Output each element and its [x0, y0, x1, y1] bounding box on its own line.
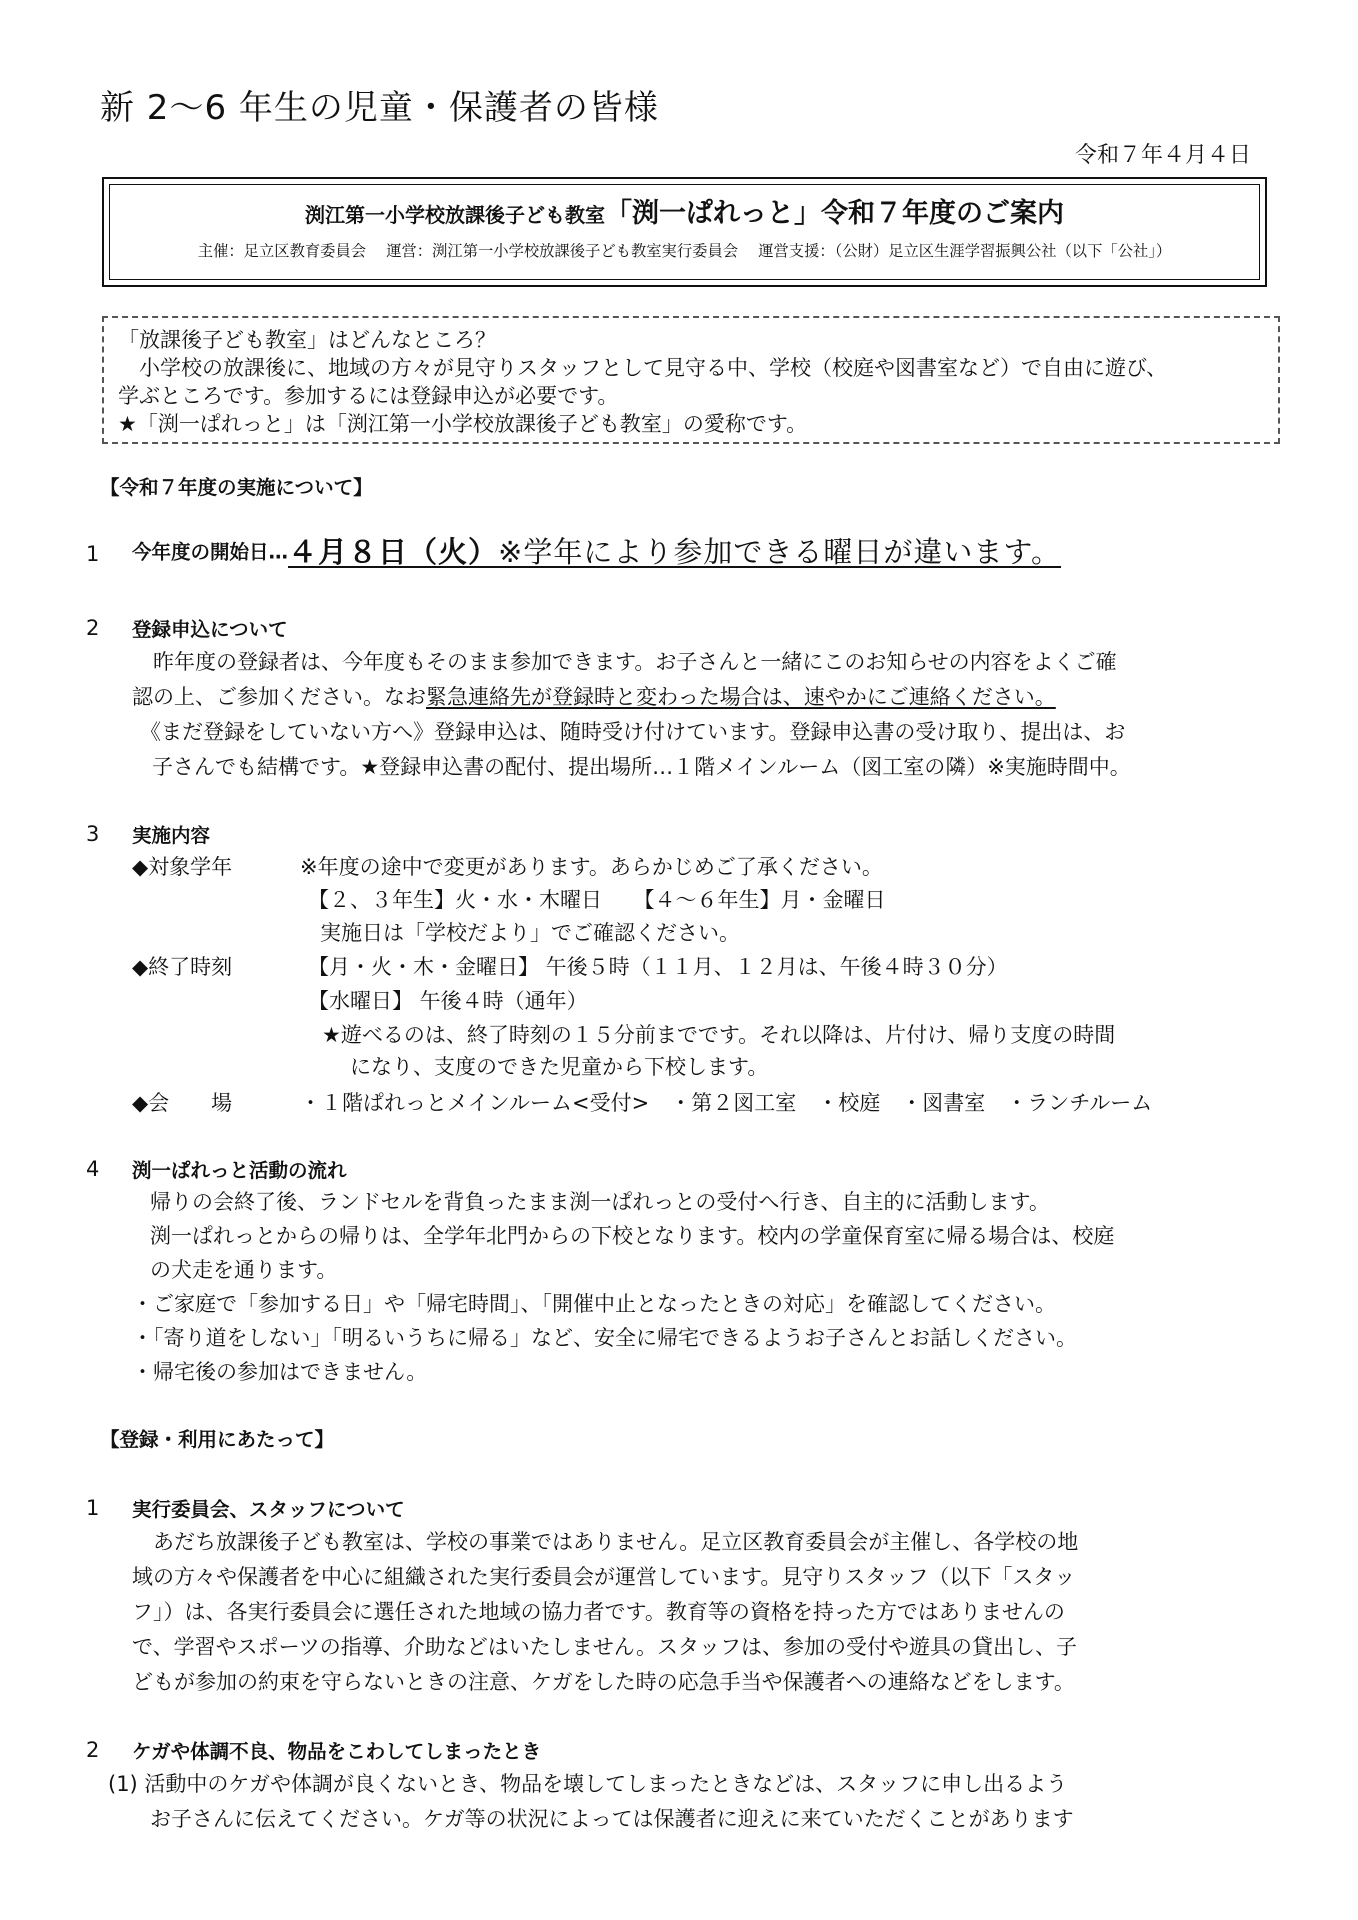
paragraph-line: の犬走を通ります。	[150, 1258, 338, 1282]
paragraph-line: 渕一ぱれっとからの帰りは、全学年北門からの下校となります。校内の学童保育室に帰る場合は、校庭	[150, 1224, 1115, 1248]
item-number: 1	[86, 1496, 100, 1520]
venue-list: ・１階ぱれっとメインルーム<受付> ・第２図工室 ・校庭 ・図書室 ・ランチルーム	[300, 1091, 1153, 1115]
grade-note: ※年度の途中で変更があります。あらかじめご了承ください。	[300, 855, 883, 879]
title-prefix: 渕江第一小学校放課後子ども教室	[305, 203, 605, 227]
sub-item-line: (1) 活動中のケガや体調が良くないとき、物品を壊してしまったときなどは、スタッフに申し出るよう	[108, 1772, 1068, 1796]
item-number: 1	[86, 542, 100, 566]
item-number: 2	[86, 616, 100, 640]
paragraph-line: 域の方々や保護者を中心に組織された実行委員会が運営しています。見守りスタッフ（以下「スタッ	[132, 1565, 1076, 1589]
paragraph-text: 認の上、ご参加ください。なお	[132, 685, 426, 709]
start-date-line	[132, 530, 1061, 570]
title-main-text: 「渕一ぱれっと」令和７年度のご案内	[605, 198, 1064, 229]
start-date-label: 今年度の開始日…	[132, 540, 289, 564]
emergency-contact-note: 緊急連絡先が登録時と変わった場合は、速やかにご連絡ください。	[426, 685, 1056, 709]
bullet-line: ・「寄り道をしない」「明るいうちに帰る」など、安全に帰宅できるようお子さんとお話しください。	[132, 1326, 1077, 1350]
bullet-line: ・帰宅後の参加はできません。	[132, 1360, 428, 1384]
grade-days: 【２、３年生】火・水・木曜日 【４～６年生】月・金曜日	[308, 888, 886, 912]
intro-box	[102, 316, 1280, 444]
item-heading: 実行委員会、スタッフについて	[132, 1498, 405, 1521]
paragraph-line: で、学習やスポーツの指導、介助などはいたしません。スタッフは、参加の受付や遊具の貸出し、子	[132, 1635, 1077, 1659]
section-heading: 【登録・利用にあたって】	[100, 1428, 335, 1451]
bullet-line: ・ご家庭で「参加する日」や「帰宅時間」、「開催中止となったときの対応」を確認してください。	[132, 1292, 1056, 1316]
end-time-line: 【月・火・木・金曜日】 午後５時（１１月、１２月は、午後４時３０分）	[308, 955, 1008, 979]
intro-heading: 「放課後子ども教室」はどんなところ？	[118, 328, 496, 352]
grade-label: ◆対象学年	[132, 855, 233, 879]
item-heading: 実施内容	[132, 824, 211, 847]
item-number: 4	[86, 1157, 100, 1181]
item-heading: 登録申込について	[132, 618, 288, 641]
item-number: 3	[86, 822, 100, 846]
start-date-note: ※学年により参加できる曜日が違います。	[498, 535, 1062, 569]
intro-line: 小学校の放課後に、地域の方々が見守りスタッフとして見守る中、学校（校庭や図書室など）で自由に遊び、	[118, 356, 1168, 380]
item-heading: ケガや体調不良、物品をこわしてしまったとき	[132, 1740, 542, 1763]
paragraph-line: 帰りの会終了後、ランドセルを背負ったまま渕一ぱれっとの受付へ行き、自主的に活動します。	[150, 1190, 1050, 1214]
paragraph-line: フ」）は、各実行委員会に選任された地域の協力者です。教育等の資格を持った方ではありませんの	[132, 1600, 1065, 1624]
section-heading: 【令和７年度の実施について】	[100, 476, 373, 499]
paragraph-line: 子さんでも結構です。★登録申込書の配付、提出場所…１階メインルーム（図工室の隣）※実施時間中。	[152, 755, 1131, 779]
item-number: 2	[86, 1738, 100, 1762]
end-time-line: ★遊べるのは、終了時刻の１５分前までです。それ以降は、片付け、帰り支度の時間	[322, 1023, 1116, 1047]
paragraph-line: 昨年度の登録者は、今年度もそのまま参加できます。お子さんと一緒にこのお知らせの内容をよくご確	[132, 650, 1117, 674]
sponsors-line: 主催：足立区教育委員会 運営：渕江第一小学校放課後子ども教室実行委員会 運営支援：（公財）足立区生涯学習振興公社（以下「公社」）	[197, 242, 1172, 260]
title-box	[102, 177, 1267, 287]
end-time-label: ◆終了時刻	[132, 955, 233, 979]
sub-item-line: お子さんに伝えてください。ケガ等の状況によっては保護者に迎えに来ていただくことがあります	[150, 1807, 1074, 1831]
paragraph-line: 《まだ登録をしていない方へ》登録申込は、随時受け付けています。登録申込書の受け取り、提出は、お	[140, 720, 1126, 744]
page-heading: 新 2～6 年生の児童・保護者の皆様	[100, 88, 659, 128]
grade-check: 実施日は「学校だより」でご確認ください。	[320, 921, 740, 945]
end-time-line: になり、支度のできた児童から下校します。	[350, 1055, 769, 1079]
venue-label: ◆会 場	[132, 1091, 233, 1115]
document-title	[104, 191, 1265, 230]
item-heading: 渕一ぱれっと活動の流れ	[132, 1159, 347, 1182]
start-date-value: ４月８日（火）	[288, 535, 499, 569]
issue-date: 令和７年４月４日	[1075, 143, 1252, 168]
paragraph-line	[132, 683, 1056, 711]
intro-line: ★「渕一ぱれっと」は「渕江第一小学校放課後子ども教室」の愛称です。	[118, 412, 808, 436]
paragraph-line: どもが参加の約束を守らないときの注意、ケガをした時の応急手当や保護者への連絡などをします。	[132, 1670, 1075, 1694]
end-time-line: 【水曜日】 午後４時（通年）	[308, 989, 588, 1013]
intro-line: 学ぶところです。参加するには登録申込が必要です。	[118, 384, 619, 408]
paragraph-line: あだち放課後子ども教室は、学校の事業ではありません。足立区教育委員会が主催し、各学校の地	[132, 1530, 1079, 1554]
